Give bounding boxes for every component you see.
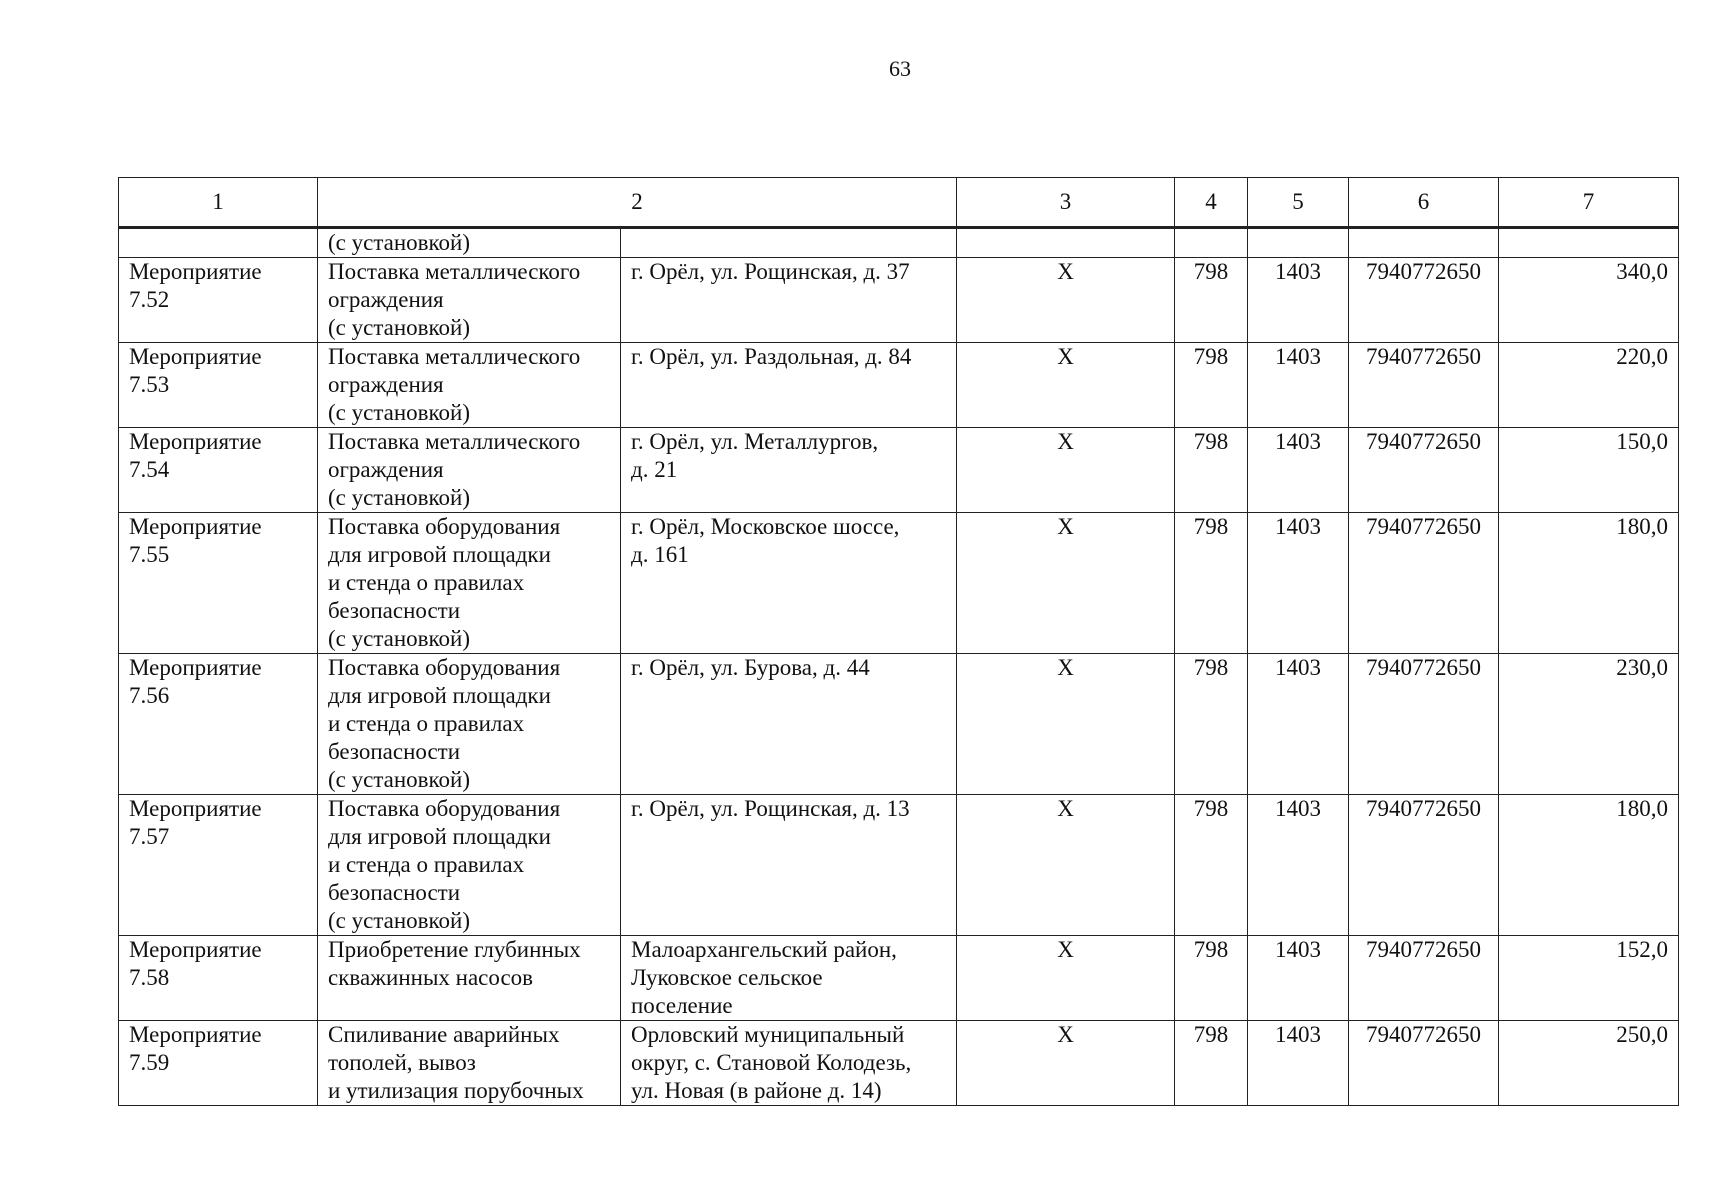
cell-col3: X: [957, 513, 1175, 654]
cell-col5: 1403: [1248, 1021, 1349, 1106]
cell-col7: 340,0: [1499, 258, 1679, 343]
table-header-row: [119, 178, 1679, 228]
cell-col4: 798: [1175, 343, 1248, 428]
cell-col6: 7940772650: [1349, 936, 1499, 1021]
cell-empty: [119, 228, 318, 258]
header-cell: 5: [1248, 178, 1349, 228]
header-cell: 2: [318, 178, 957, 228]
measure-name: Поставка металлического ограждения (с установкой): [318, 258, 621, 343]
measure-id: Мероприятие 7.53: [119, 343, 318, 428]
measure-name: Спиливание аварийных тополей, вывоз и утилизация порубочных: [318, 1021, 621, 1106]
header-cell: 4: [1175, 178, 1248, 228]
cell-col3: X: [957, 258, 1175, 343]
cell-col5: 1403: [1248, 936, 1349, 1021]
table-row: [119, 343, 1679, 428]
cell-col6: 7940772650: [1349, 795, 1499, 936]
cell-empty: [1175, 228, 1248, 258]
cell-empty: [1349, 228, 1499, 258]
table-row: [119, 654, 1679, 795]
measure-address: г. Орёл, ул. Металлургов, д. 21: [621, 428, 957, 513]
cell-col6: 7940772650: [1349, 654, 1499, 795]
cell-col6: 7940772650: [1349, 258, 1499, 343]
cell-empty: [621, 228, 957, 258]
measure-id: Мероприятие 7.55: [119, 513, 318, 654]
measure-id: Мероприятие 7.59: [119, 1021, 318, 1106]
data-table: [118, 177, 1679, 1106]
cell-col6: 7940772650: [1349, 343, 1499, 428]
cell-col5: 1403: [1248, 343, 1349, 428]
header-cell: 3: [957, 178, 1175, 228]
page-number: 63: [889, 56, 911, 81]
cell-col3: X: [957, 654, 1175, 795]
cell-empty: [1499, 228, 1679, 258]
measure-address: г. Орёл, ул. Рощинская, д. 37: [621, 258, 957, 343]
cell-col7: 230,0: [1499, 654, 1679, 795]
header-cell: 6: [1349, 178, 1499, 228]
measure-name: Поставка оборудования для игровой площадки и стенда о правилах безопасности (с установкой): [318, 513, 621, 654]
cell-col7: 220,0: [1499, 343, 1679, 428]
table-row: [119, 936, 1679, 1021]
measure-name: Поставка оборудования для игровой площадки и стенда о правилах безопасности (с установкой): [318, 654, 621, 795]
cell-col7: 150,0: [1499, 428, 1679, 513]
measure-address: Орловский муниципальный округ, с. Становой Колодезь, ул. Новая (в районе д. 14): [621, 1021, 957, 1106]
cell-col5: 1403: [1248, 258, 1349, 343]
measure-name: Поставка металлического ограждения (с установкой): [318, 428, 621, 513]
measure-name: Поставка металлического ограждения (с установкой): [318, 343, 621, 428]
header-cell: 7: [1499, 178, 1679, 228]
cell-col6: 7940772650: [1349, 1021, 1499, 1106]
table-row: [119, 258, 1679, 343]
measure-address: г. Орёл, ул. Раздольная, д. 84: [621, 343, 957, 428]
measure-id: Мероприятие 7.56: [119, 654, 318, 795]
cell-empty: [1248, 228, 1349, 258]
table-row: [119, 795, 1679, 936]
cell-col3: X: [957, 795, 1175, 936]
cell-col5: 1403: [1248, 513, 1349, 654]
cell-col4: 798: [1175, 428, 1248, 513]
header-cell: 1: [119, 178, 318, 228]
cell-col3: X: [957, 428, 1175, 513]
cell-col4: 798: [1175, 1021, 1248, 1106]
continuation-text: (с установкой): [318, 228, 621, 258]
table-row: [119, 428, 1679, 513]
measure-name: Приобретение глубинных скважинных насосов: [318, 936, 621, 1021]
cell-col5: 1403: [1248, 428, 1349, 513]
measure-name: Поставка оборудования для игровой площадки и стенда о правилах безопасности (с установкой): [318, 795, 621, 936]
cell-col3: X: [957, 343, 1175, 428]
measure-id: Мероприятие 7.52: [119, 258, 318, 343]
cell-col4: 798: [1175, 936, 1248, 1021]
cell-col4: 798: [1175, 258, 1248, 343]
cell-col7: 152,0: [1499, 936, 1679, 1021]
cell-col3: X: [957, 936, 1175, 1021]
continuation-row: [119, 228, 1679, 258]
measure-id: Мероприятие 7.54: [119, 428, 318, 513]
cell-col6: 7940772650: [1349, 428, 1499, 513]
cell-col7: 180,0: [1499, 513, 1679, 654]
cell-col4: 798: [1175, 513, 1248, 654]
cell-col5: 1403: [1248, 795, 1349, 936]
table-row: [119, 1021, 1679, 1106]
cell-col4: 798: [1175, 654, 1248, 795]
measure-address: Малоархангельский район, Луковское сельское поселение: [621, 936, 957, 1021]
measure-address: г. Орёл, Московское шоссе, д. 161: [621, 513, 957, 654]
measure-address: г. Орёл, ул. Бурова, д. 44: [621, 654, 957, 795]
cell-col7: 250,0: [1499, 1021, 1679, 1106]
measure-address: г. Орёл, ул. Рощинская, д. 13: [621, 795, 957, 936]
measure-id: Мероприятие 7.58: [119, 936, 318, 1021]
cell-empty: [957, 228, 1175, 258]
cell-col3: X: [957, 1021, 1175, 1106]
table-row: [119, 513, 1679, 654]
cell-col7: 180,0: [1499, 795, 1679, 936]
cell-col5: 1403: [1248, 654, 1349, 795]
cell-col4: 798: [1175, 795, 1248, 936]
measure-id: Мероприятие 7.57: [119, 795, 318, 936]
cell-col6: 7940772650: [1349, 513, 1499, 654]
